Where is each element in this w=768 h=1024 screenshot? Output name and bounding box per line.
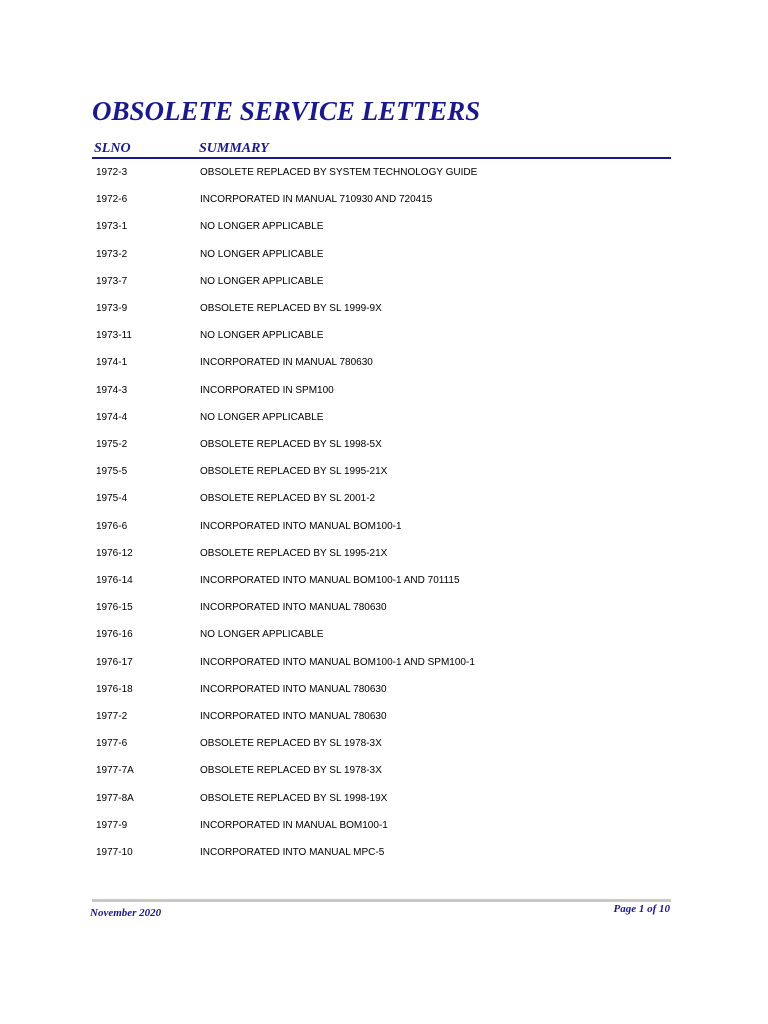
service-letter-number: 1973-1 [96, 221, 128, 233]
service-letter-summary: OBSOLETE REPLACED BY SL 1995-21X [200, 466, 388, 478]
table-row [0, 437, 768, 453]
table-row [0, 165, 768, 181]
table-row [0, 573, 768, 589]
page-title: OBSOLETE SERVICE LETTERS [92, 96, 481, 126]
service-letter-summary: INCORPORATED IN MANUAL 780630 [200, 357, 373, 369]
service-letter-number: 1976-17 [96, 656, 133, 668]
service-letter-number: 1976-6 [96, 520, 128, 532]
service-letter-summary: OBSOLETE REPLACED BY SL 1995-21X [200, 547, 388, 559]
service-letter-summary: INCORPORATED INTO MANUAL BOM100-1 AND 701115 [200, 575, 460, 586]
service-letter-summary: OBSOLETE REPLACED BY SL 1998-5X [200, 439, 382, 450]
service-letter-summary: NO LONGER APPLICABLE [200, 248, 324, 260]
table-row [0, 791, 768, 807]
service-letter-summary: INCORPORATED INTO MANUAL BOM100-1 AND SPM100-1 [200, 656, 475, 668]
service-letter-number: 1977-6 [96, 738, 128, 750]
service-letter-summary: INCORPORATED INTO MANUAL BOM100-1 [200, 520, 402, 532]
service-letter-number: 1973-2 [96, 248, 128, 260]
table-row [0, 818, 768, 834]
service-letter-number: 1973-9 [96, 303, 128, 314]
column-header-slno: SLNO [94, 141, 131, 156]
table-row [0, 845, 768, 861]
table-row [0, 627, 768, 643]
service-letter-number: 1976-14 [96, 575, 133, 586]
service-letter-number: 1977-7A [96, 765, 134, 777]
page-number: Page 1 of 10 [613, 903, 670, 915]
service-letter-summary: OBSOLETE REPLACED BY SL 1998-19X [200, 792, 388, 804]
table-row [0, 301, 768, 317]
header-divider [92, 157, 671, 159]
service-letter-number: 1976-12 [96, 547, 133, 559]
table-row [0, 410, 768, 426]
table-row [0, 383, 768, 399]
service-letter-summary: OBSOLETE REPLACED BY SL 2001-2 [200, 493, 376, 505]
service-letter-summary: OBSOLETE REPLACED BY SL 1999-9X [200, 303, 382, 314]
service-letter-number: 1977-9 [96, 819, 128, 831]
service-letter-number: 1972-3 [96, 167, 128, 178]
table-row [0, 491, 768, 507]
service-letter-summary: INCORPORATED IN SPM100 [200, 384, 334, 396]
service-letter-number: 1973-7 [96, 275, 128, 287]
table-row [0, 247, 768, 263]
footer-date: November 2020 [90, 907, 162, 919]
table-row [0, 709, 768, 725]
service-letter-summary: NO LONGER APPLICABLE [200, 221, 324, 233]
footer-divider [92, 899, 671, 902]
service-letter-number: 1974-1 [96, 357, 128, 369]
service-letter-number: 1975-4 [96, 493, 128, 505]
service-letter-number: 1977-8A [96, 792, 134, 804]
service-letter-summary: INCORPORATED INTO MANUAL 780630 [200, 683, 387, 695]
service-letter-summary: INCORPORATED IN MANUAL 710930 AND 720415 [200, 194, 433, 206]
service-letter-summary: INCORPORATED INTO MANUAL 780630 [200, 602, 387, 614]
table-row [0, 519, 768, 535]
table-row [0, 328, 768, 344]
service-letter-summary: NO LONGER APPLICABLE [200, 330, 324, 342]
table-row [0, 355, 768, 371]
table-row [0, 763, 768, 779]
service-letter-summary: OBSOLETE REPLACED BY SL 1978-3X [200, 738, 382, 750]
service-letter-number: 1974-4 [96, 411, 128, 423]
table-row [0, 600, 768, 616]
column-header-summary: SUMMARY [199, 141, 269, 156]
service-letter-number: 1975-2 [96, 439, 128, 450]
service-letter-number: 1977-10 [96, 847, 133, 858]
table-row [0, 274, 768, 290]
service-letter-number: 1976-18 [96, 683, 133, 695]
table-row [0, 219, 768, 235]
service-letter-number: 1975-5 [96, 466, 128, 478]
table-row [0, 655, 768, 671]
service-letter-summary: INCORPORATED INTO MANUAL 780630 [200, 711, 387, 722]
service-letter-number: 1974-3 [96, 384, 128, 396]
service-letter-number: 1977-2 [96, 711, 128, 722]
service-letter-summary: INCORPORATED INTO MANUAL MPC-5 [200, 847, 385, 858]
service-letter-summary: NO LONGER APPLICABLE [200, 629, 324, 641]
service-letter-summary: NO LONGER APPLICABLE [200, 275, 324, 287]
service-letter-summary: INCORPORATED IN MANUAL BOM100-1 [200, 819, 388, 831]
table-row [0, 546, 768, 562]
service-letter-summary: OBSOLETE REPLACED BY SL 1978-3X [200, 765, 382, 777]
table-row [0, 464, 768, 480]
table-row [0, 682, 768, 698]
service-letter-number: 1973-11 [96, 330, 132, 342]
service-letter-number: 1976-16 [96, 629, 133, 641]
service-letter-summary: NO LONGER APPLICABLE [200, 411, 324, 423]
service-letter-number: 1972-6 [96, 194, 128, 206]
table-row [0, 736, 768, 752]
table-row [0, 192, 768, 208]
service-letter-summary: OBSOLETE REPLACED BY SYSTEM TECHNOLOGY GUIDE [200, 167, 478, 178]
service-letter-number: 1976-15 [96, 602, 133, 614]
